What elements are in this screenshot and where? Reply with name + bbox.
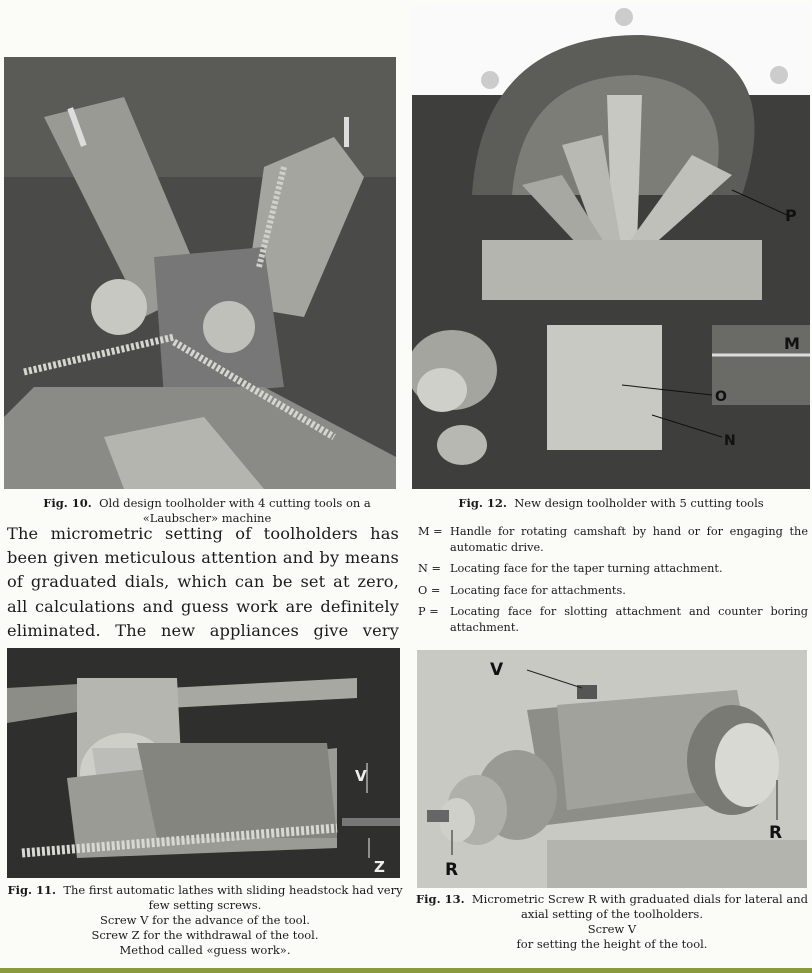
fig11-marker-z: Z (374, 858, 385, 876)
fig10-caption-line2: «Laubscher» machine (142, 511, 272, 525)
legend-row-n (418, 561, 808, 577)
bottom-edge-bar (0, 968, 812, 973)
fig13-marker-r-left: R (445, 860, 459, 880)
legend-text-o: Locating face for attachments. (450, 583, 626, 597)
fig12-marker-o: O (715, 389, 727, 405)
fig12-marker-p: P (785, 206, 797, 225)
fig12-caption-text: New design toolholder with 5 cutting tools (514, 496, 764, 510)
fig12-label: Fig. 12. (458, 496, 507, 510)
fig11-marker-v: V (355, 767, 367, 785)
fig13-caption-line2: Screw V (587, 922, 637, 936)
fig12-caption (412, 496, 810, 511)
legend-key-m: M = (418, 525, 443, 538)
fig13-label: Fig. 13. (416, 892, 465, 906)
fig12-marker-n: N (724, 433, 736, 449)
legend-text-n: Locating face for the taper turning attachment. (450, 562, 723, 575)
fig10-label: Fig. 10. (43, 496, 92, 510)
fig13-caption-text: Micrometric Screw R with graduated dials for lateral and axial setting of the toolholders. (471, 892, 808, 921)
legend-text-p: Locating face for slotting attachment and counter boring attachment. (450, 605, 808, 634)
fig13-caption (414, 892, 810, 952)
fig12-legend (418, 524, 808, 641)
fig11-label: Fig. 11. (7, 883, 57, 897)
fig12-photo (412, 5, 810, 489)
fig11-caption (6, 883, 404, 958)
fig11-photo (7, 648, 400, 878)
fig11-caption-line2: Screw V for the advance of the tool. (100, 913, 310, 927)
fig13-photo (417, 650, 807, 888)
legend-key-o: O = (418, 583, 441, 597)
legend-key-p: P = (418, 605, 439, 618)
fig11-caption-line4: Method called «guess work». (119, 943, 291, 957)
legend-row-o (418, 583, 808, 599)
fig10-caption-text: Old design toolholder with 4 cutting tools on a (99, 496, 371, 510)
fig13-caption-line3: for setting the height of the tool. (516, 937, 708, 951)
body-paragraph: The micrometric setting of toolholders has been given meticulous attention and by means of graduated dials, which can be set at zero, all calculations and guess work are definitely eliminated. The new appliances give very (7, 524, 399, 640)
legend-text-m: Handle for rotating camshaft by hand or for engaging the automatic drive. (450, 525, 808, 554)
fig11-caption-text: The first automatic lathes with sliding headstock had very few setting screws. (63, 883, 403, 912)
fig10-photo (4, 57, 396, 489)
legend-row-m (418, 524, 808, 555)
fig12-marker-m: M (784, 334, 800, 353)
legend-key-n: N = (418, 562, 441, 575)
fig13-marker-r-right: R (769, 823, 783, 843)
fig13-marker-v: V (490, 660, 504, 680)
legend-row-p (418, 604, 808, 635)
fig11-caption-line3: Screw Z for the withdrawal of the tool. (91, 928, 319, 942)
